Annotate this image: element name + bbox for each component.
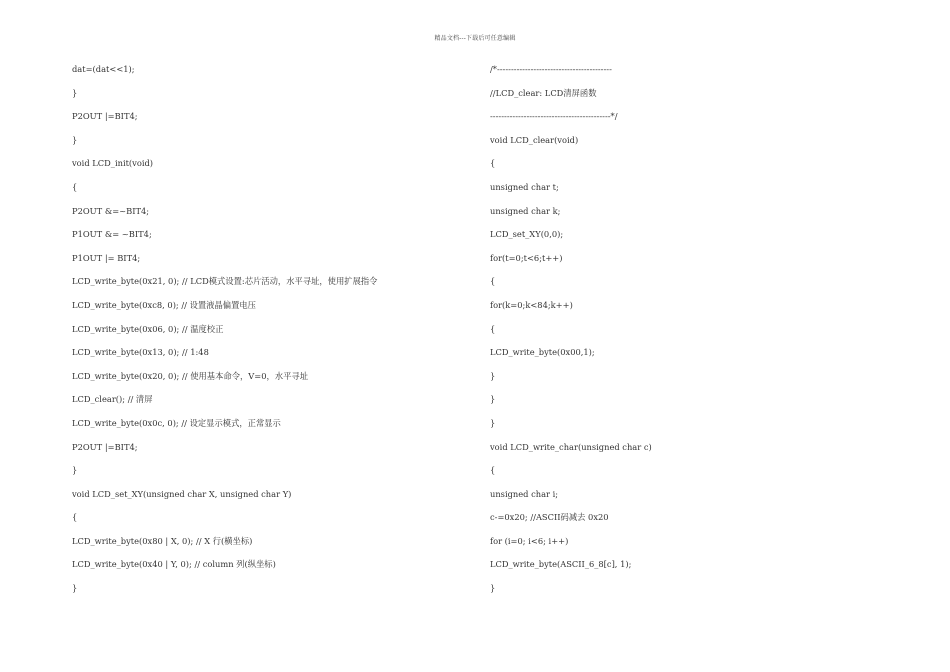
code-line: void LCD_clear(void): [490, 134, 579, 145]
code-line: P1OUT |= BIT4;: [72, 252, 141, 263]
code-line: P2OUT |=BIT4;: [72, 111, 138, 122]
code-line: {: [72, 512, 78, 523]
code-line: }: [490, 583, 496, 594]
code-line: LCD_write_byte(0x40 | Y, 0); // column 列(纵坐标): [72, 559, 276, 570]
code-line: }: [72, 134, 78, 145]
code-line: LCD_write_byte(0x0c, 0); // 设定显示模式，正常显示: [72, 417, 281, 428]
code-line: LCD_write_byte(0x20, 0); // 使用基本命令，V=0，水平寻址: [72, 370, 309, 381]
code-line: }: [490, 370, 496, 381]
code-line: }: [490, 417, 496, 428]
code-line: void LCD_init(void): [72, 158, 154, 169]
code-line: LCD_set_XY(0,0);: [490, 229, 564, 240]
code-line: P2OUT |=BIT4;: [72, 441, 138, 452]
code-line: {: [490, 276, 496, 287]
code-line: {: [490, 158, 496, 169]
code-line: c-=0x20; //ASCII码减去 0x20: [490, 512, 609, 523]
code-column-left: [72, 63, 472, 606]
code-line: {: [72, 181, 78, 192]
code-line: for (i=0; i<6; i++): [490, 535, 569, 546]
code-line: for(t=0;t<6;t++): [490, 252, 563, 263]
code-line: for(k=0;k<84;k++): [490, 299, 573, 310]
code-line: unsigned char t;: [490, 181, 559, 192]
code-line: }: [72, 87, 78, 98]
code-line: }: [72, 583, 78, 594]
code-line: LCD_write_byte(0x06, 0); // 温度校正: [72, 323, 224, 334]
code-line: P2OUT &=~BIT4;: [72, 205, 150, 216]
code-line: LCD_write_byte(0x13, 0); // 1:48: [72, 347, 209, 358]
code-line: //LCD_clear: LCD清屏函数: [490, 87, 597, 98]
code-line: }: [490, 394, 496, 405]
code-column-right: [490, 63, 890, 606]
code-line: /*-----------------------------------------: [490, 64, 612, 74]
code-line: {: [490, 323, 496, 334]
code-line: unsigned char i;: [490, 488, 559, 499]
code-line: LCD_write_byte(0x00,1);: [490, 347, 595, 358]
code-line: dat=(dat<<1);: [72, 64, 135, 74]
code-line: void LCD_write_char(unsigned char c): [490, 441, 652, 452]
code-line: unsigned char k;: [490, 205, 561, 216]
code-line: LCD_write_byte(0xc8, 0); // 设置液晶偏置电压: [72, 299, 256, 310]
code-line: LCD_clear(); // 清屏: [72, 394, 153, 405]
code-line: {: [490, 465, 496, 476]
code-line: void LCD_set_XY(unsigned char X, unsigned char Y): [72, 488, 292, 499]
code-line: -------------------------------------------*/: [490, 111, 618, 122]
code-line: P1OUT &= ~BIT4;: [72, 229, 152, 240]
code-line: LCD_write_byte(0x21, 0); // LCD模式设置:芯片活动，水平寻址，使用扩展指令: [72, 276, 378, 287]
code-line: LCD_write_byte(0x80 | X, 0); // X 行(横坐标): [72, 535, 253, 546]
code-line: LCD_write_byte(ASCII_6_8[c], 1);: [490, 559, 632, 570]
page-header: 精品文档---下载后可任意编辑: [434, 35, 516, 42]
code-line: }: [72, 465, 78, 476]
